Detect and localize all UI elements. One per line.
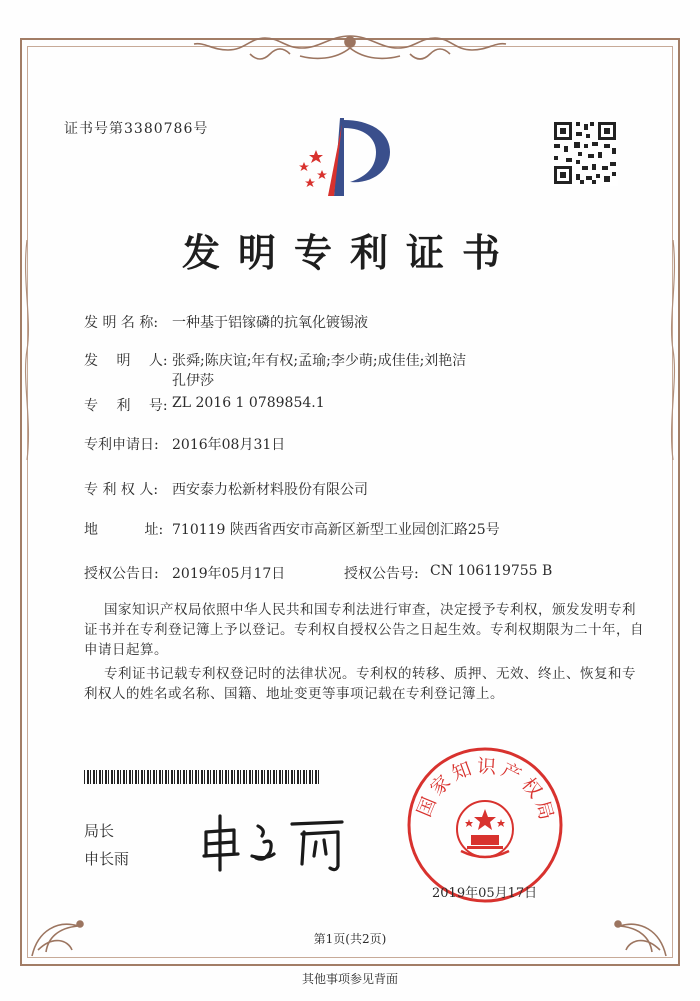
- bottom-right-ornament: [600, 880, 670, 960]
- certificate-number: 证书号第3380786号: [64, 121, 209, 137]
- patent-number-label: 专 利 号:: [84, 398, 168, 414]
- inventors-value-line1: 张舜;陈庆谊;年有权;孟瑜;李少萌;成佳佳;刘艳洁: [172, 353, 467, 369]
- handwritten-signature: [192, 806, 352, 876]
- invention-name-label: 发 明 名 称:: [84, 315, 159, 331]
- inventors-value-line2: 孔伊莎: [172, 373, 214, 389]
- grant-number-value: CN 106119755 B: [430, 563, 553, 579]
- top-ornament: [190, 30, 510, 72]
- para1-line2: 证书并在专利登记簿上予以登记。专利权自授权公告之日起生效。专利权期限为二十年，自: [84, 622, 644, 638]
- para1-line3: 申请日起算。: [84, 642, 168, 658]
- barcode: [84, 770, 320, 784]
- official-seal: [405, 745, 565, 905]
- cnipa-logo: [290, 110, 400, 200]
- address-label: 地 址:: [84, 522, 164, 538]
- address-value: 710119 陕西省西安市高新区新型工业园创汇路25号: [172, 522, 500, 538]
- grant-date-label: 授权公告日:: [84, 566, 159, 582]
- certificate-title: 发明专利证书: [181, 231, 518, 275]
- grant-date-value: 2019年05月17日: [172, 566, 286, 582]
- para2-line1: 专利证书记载专利权登记时的法律状况。专利权的转移、质押、无效、终止、恢复和专: [104, 666, 636, 682]
- patentee-value: 西安泰力松新材料股份有限公司: [172, 482, 368, 498]
- inventors-label: 发 明 人:: [84, 353, 168, 369]
- patentee-label: 专 利 权 人:: [84, 482, 159, 498]
- svg-text:国家知识产权局: 国家知识产权局: [413, 755, 559, 827]
- filing-date-value: 2016年08月31日: [172, 437, 286, 453]
- signature-title: 局长: [84, 822, 115, 840]
- filing-date-label: 专利申请日:: [84, 437, 159, 453]
- qr-code-icon: [552, 120, 618, 186]
- grant-number-label: 授权公告号:: [344, 566, 419, 582]
- bottom-left-ornament: [28, 880, 98, 960]
- page-number: 第1页(共2页): [313, 932, 387, 946]
- seal-date: 2019年05月17日: [432, 886, 538, 901]
- para1-line1: 国家知识产权局依照中华人民共和国专利法进行审查，决定授予专利权，颁发发明专利: [104, 602, 636, 618]
- para2-line2: 利权人的姓名或名称、国籍、地址变更等事项记载在专利登记簿上。: [84, 686, 504, 702]
- invention-name-value: 一种基于铝镓磷的抗氧化镀锡液: [172, 315, 368, 331]
- signature-name: 申长雨: [84, 850, 130, 868]
- patent-number-value: ZL 2016 1 0789854.1: [172, 395, 325, 411]
- footer-note: 其他事项参见背面: [301, 972, 398, 986]
